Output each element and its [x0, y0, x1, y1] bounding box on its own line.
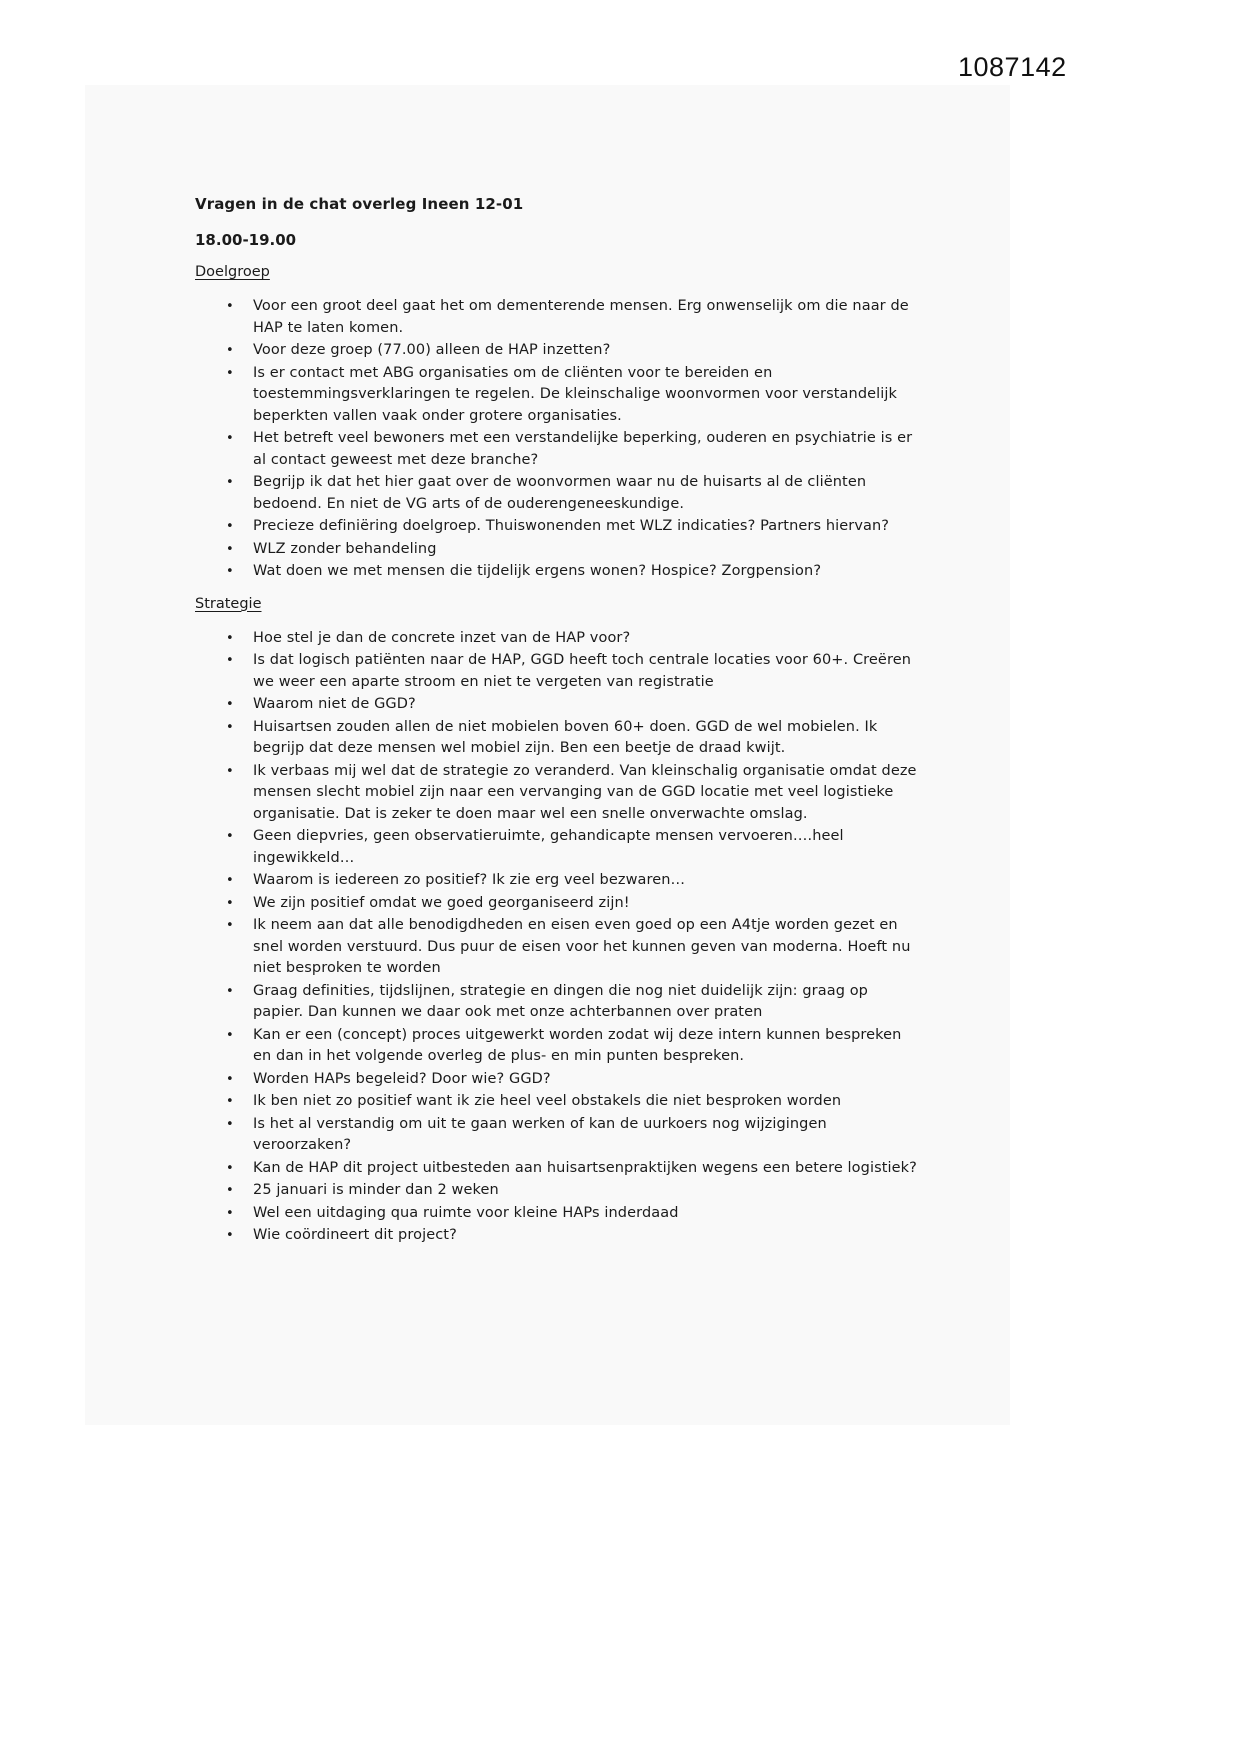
document-title: Vragen in de chat overleg Ineen 12-01: [195, 195, 524, 213]
document-content: [195, 194, 919, 1256]
section-heading: Doelgroep: [195, 264, 270, 280]
list-item: • Geen diepvries, geen observatieruimte, gehandicapte mensen vervoeren….heel ingewikkeld…: [253, 826, 919, 869]
list-item: • Wat doen we met mensen die tijdelijk ergens wonen? Hospice? Zorgpension?: [253, 561, 919, 583]
list-item: • Kan de HAP dit project uitbesteden aan huisartsenpraktijken wegens een betere logistiek?: [253, 1158, 919, 1180]
bullet-list: [195, 296, 919, 583]
list-item: • Voor deze groep (77.00) alleen de HAP inzetten?: [253, 340, 919, 362]
list-item: • We zijn positief omdat we goed georganiseerd zijn!: [253, 893, 919, 915]
list-item: • WLZ zonder behandeling: [253, 539, 919, 561]
list-item: • Is het al verstandig om uit te gaan werken of kan de uurkoers nog wijzigingen veroorzaken?: [253, 1114, 919, 1157]
list-item: • Wel een uitdaging qua ruimte voor kleine HAPs inderdaad: [253, 1203, 919, 1225]
list-item: • Waarom is iedereen zo positief? Ik zie erg veel bezwaren…: [253, 870, 919, 892]
list-item: • Ik ben niet zo positief want ik zie heel veel obstakels die niet besproken worden: [253, 1091, 919, 1113]
list-item: • Voor een groot deel gaat het om dementerende mensen. Erg onwenselijk om die naar de HAP te laten komen.: [253, 296, 919, 339]
list-item: • Graag definities, tijdslijnen, strategie en dingen die nog niet duidelijk zijn: graag op papier. Dan kunnen we daar ook met onze achterbannen over praten: [253, 981, 919, 1024]
list-item: • Wie coördineert dit project?: [253, 1225, 919, 1247]
list-item: • Huisartsen zouden allen de niet mobielen boven 60+ doen. GGD de wel mobielen. Ik begrijp dat deze mensen wel mobiel zijn. Ben een beetje de draad kwijt.: [253, 717, 919, 760]
time-heading: 18.00-19.00: [195, 231, 297, 249]
list-item: • Ik neem aan dat alle benodigdheden en eisen even goed op een A4tje worden gezet en snel worden verstuurd. Dus puur de eisen voor het kunnen geven van moderna. Hoeft nu niet besproken te worden: [253, 915, 919, 980]
sections: [195, 262, 919, 1247]
list-item: • Kan er een (concept) proces uitgewerkt worden zodat wij deze intern kunnen bespreken en dan in het volgende overleg de plus- en min punten bespreken.: [253, 1025, 919, 1068]
list-item: • Waarom niet de GGD?: [253, 694, 919, 716]
list-item: • Het betreft veel bewoners met een verstandelijke beperking, ouderen en psychiatrie is er al contact geweest met deze branche?: [253, 428, 919, 471]
list-item: • 25 januari is minder dan 2 weken: [253, 1180, 919, 1202]
list-item: • Is dat logisch patiënten naar de HAP, GGD heeft toch centrale locaties voor 60+. Creëren we weer een aparte stroom en niet te vergeten van registratie: [253, 650, 919, 693]
list-item: • Precieze definiëring doelgroep. Thuiswonenden met WLZ indicaties? Partners hiervan?: [253, 516, 919, 538]
bullet-list: [195, 628, 919, 1247]
page-number: 1087142: [958, 52, 1067, 82]
list-item: • Ik verbaas mij wel dat de strategie zo veranderd. Van kleinschalig organisatie omdat deze mensen slecht mobiel zijn naar een vervanging van de GGD locatie met veel logistieke organisatie. Dat is zeker te doen maar wel een snelle onverwachte omslag.: [253, 761, 919, 826]
section-heading: Strategie: [195, 595, 262, 612]
list-item: • Worden HAPs begeleid? Door wie? GGD?: [253, 1069, 919, 1091]
list-item: • Is er contact met ABG organisaties om de cliënten voor te bereiden en toestemmingsverklaringen te regelen. De kleinschalige woonvormen voor verstandelijk beperkten vallen vaak onder grotere organisaties.: [253, 363, 919, 428]
list-item: • Hoe stel je dan de concrete inzet van de HAP voor?: [253, 628, 919, 650]
list-item: • Begrijp ik dat het hier gaat over de woonvormen waar nu de huisarts al de cliënten bedoend. En niet de VG arts of de ouderengeneeskundige.: [253, 472, 919, 515]
